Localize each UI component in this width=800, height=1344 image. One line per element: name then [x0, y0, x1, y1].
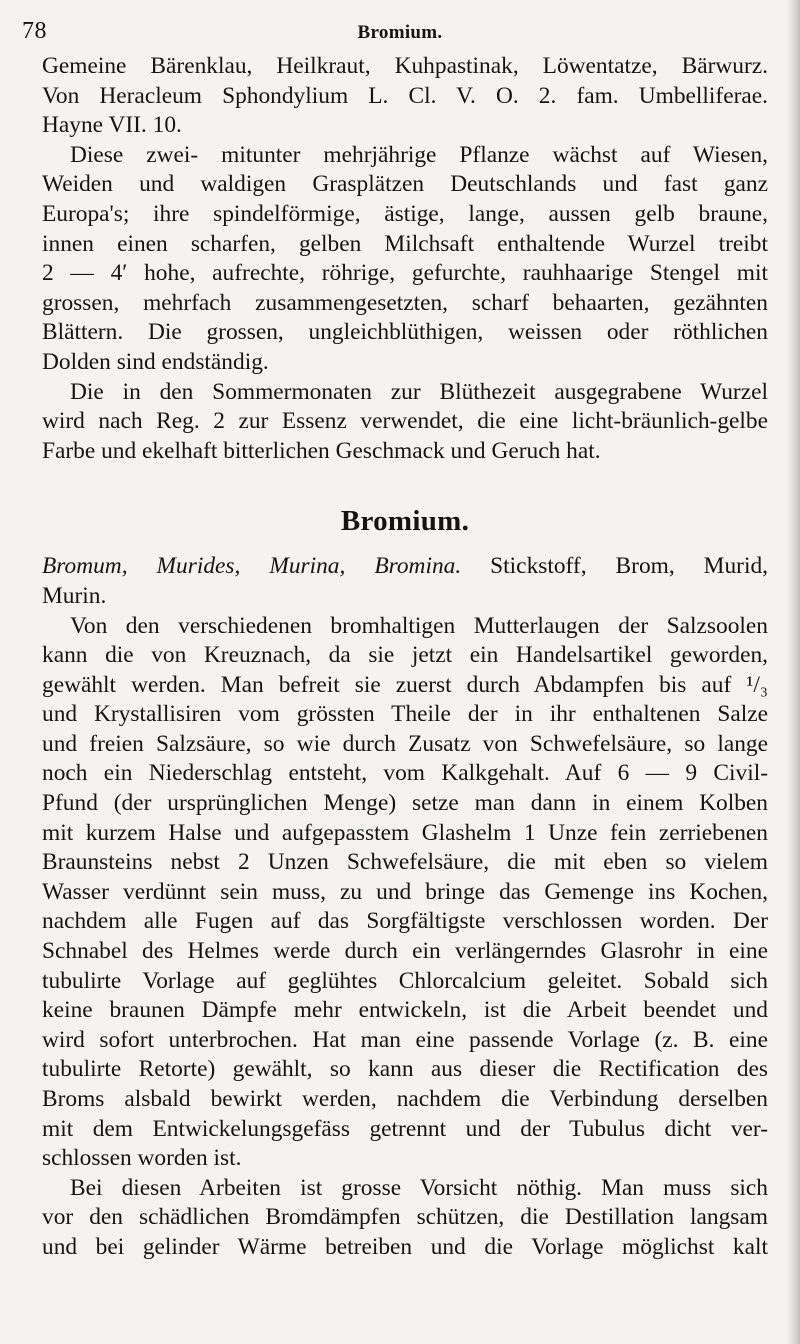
text-line: Broms alsbald bewirkt werden, nachdem die Verbindung derselben [42, 1086, 768, 1112]
paragraph-description [42, 141, 768, 378]
text-line: Diese zwei- mitunter mehrjährige Pflanze wächst auf Wiesen, [70, 141, 768, 168]
text-line: Wasser verdünnt sein muss, zu und bringe das Gemenge ins Kochen, [42, 878, 768, 905]
paragraph-preparation [42, 378, 768, 467]
text-line: Von Heracleum Sphondylium L. Cl. V. O. 2. fam. Umbelliferae. [42, 82, 768, 109]
page-header [0, 16, 800, 46]
running-head: Bromium. [357, 22, 443, 43]
text-line: wird nach Reg. 2 zur Essenz verwendet, die eine licht-bräunlich-gelbe [42, 408, 768, 435]
text-line: tubulirte Vorlage auf geglühtes Chlorcalcium geleitet. Sobald sich [42, 967, 768, 994]
text-line: Schnabel des Helmes werde durch ein verlängerndes Glasrohr in eine [42, 938, 768, 965]
page-edge-shadow [786, 0, 800, 1344]
text-line: und bei gelinder Wärme betreiben und die Vorlage möglichst kalt [42, 1233, 768, 1260]
text-line: Gemeine Bärenklau, Heilkraut, Kuhpastinak, Löwentatze, Bärwurz. [42, 53, 768, 79]
text-line: gewählt werden. Man befreit sie zuerst durch Abdampfen bis auf ¹/₃ [42, 671, 768, 698]
text-line: mit dem Entwickelungsgefäss getrennt und der Tubulus dicht ver- [42, 1115, 768, 1142]
text-line: Bei diesen Arbeiten ist grosse Vorsicht nöthig. Man muss sich [70, 1174, 768, 1201]
text-line [42, 552, 768, 582]
body-text [42, 52, 768, 1263]
text-line: kann die von Kreuznach, da sie jetzt ein Handelsartikel geworden, [42, 642, 768, 669]
text-line: schlossen worden ist. [42, 1145, 242, 1172]
text-line: mit kurzem Halse und aufgepasstem Glashelm 1 Unze fein zerriebenen [42, 819, 768, 846]
italic-synonyms: Bromum, Murides, Murina, Bromina. [42, 553, 462, 580]
page-number: 78 [22, 18, 47, 44]
text-line: Murin. [42, 582, 107, 609]
text-line: Die in den Sommermonaten zur Blüthezeit ausgegrabene Wurzel [70, 378, 768, 405]
text-line: tubulirte Retorte) gewählt, so kann aus dieser die Rectification des [42, 1056, 768, 1083]
text-line: nachdem alle Fugen auf das Sorgfältigste verschlossen worden. Der [42, 908, 768, 935]
text-line: und Krystallisiren vom grössten Theile der in ihr enthaltenen Salze [42, 701, 768, 728]
text-line: innen einen scharfen, gelben Milchsaft enthaltende Wurzel treibt [42, 230, 768, 257]
section-title: Bromium. [340, 505, 470, 538]
text-line: Pfund (der ursprünglichen Menge) setze man dann in einem Kolben [42, 790, 768, 817]
paragraph-precautions [42, 1174, 768, 1263]
text-line: Blättern. Die grossen, ungleichblüthigen, weissen oder röthlichen [42, 319, 768, 346]
text-line: grossen, mehrfach zusammengesetzten, scharf behaarten, gezähnten [42, 289, 768, 316]
text-line: 2 — 4′ hohe, aufrechte, röhrige, gefurchte, rauhhaarige Stengel mit [42, 260, 768, 287]
text-line: Farbe und ekelhaft bitterlichen Geschmack und Geruch hat. [42, 437, 601, 464]
text-line: Weiden und waldigen Grasplätzen Deutschlands und fast ganz [42, 171, 768, 198]
text-line: Von den verschiedenen bromhaltigen Mutterlaugen der Salzsoolen [70, 612, 768, 639]
paragraph-bromium-preparation [42, 612, 768, 1174]
text-line: Hayne VII. 10. [42, 112, 182, 139]
paragraph-bromium-names [42, 552, 768, 611]
text-line: und freien Salzsäure, so wie durch Zusatz von Schwefelsäure, so lange [42, 730, 768, 757]
text-line: vor den schädlichen Bromdämpfen schützen, die Destillation langsam [42, 1204, 768, 1231]
paragraph-synonyms [42, 52, 768, 141]
text-line: keine braunen Dämpfe mehr entwickeln, ist die Arbeit beendet und [42, 997, 768, 1024]
text-line: Braunsteins nebst 2 Unzen Schwefelsäure, die mit eben so vielem [42, 849, 768, 876]
text-line: Dolden sind endständig. [42, 348, 269, 375]
text-line: noch ein Niederschlag entsteht, vom Kalkgehalt. Auf 6 — 9 Civil- [42, 760, 768, 787]
text-line: wird sofort unterbrochen. Hat man eine passende Vorlage (z. B. eine [42, 1026, 768, 1053]
text-line: Europa's; ihre spindelförmige, ästige, lange, aussen gelb braune, [42, 200, 768, 227]
synonyms-rest: Stickstoff, Brom, Murid, [461, 553, 768, 580]
